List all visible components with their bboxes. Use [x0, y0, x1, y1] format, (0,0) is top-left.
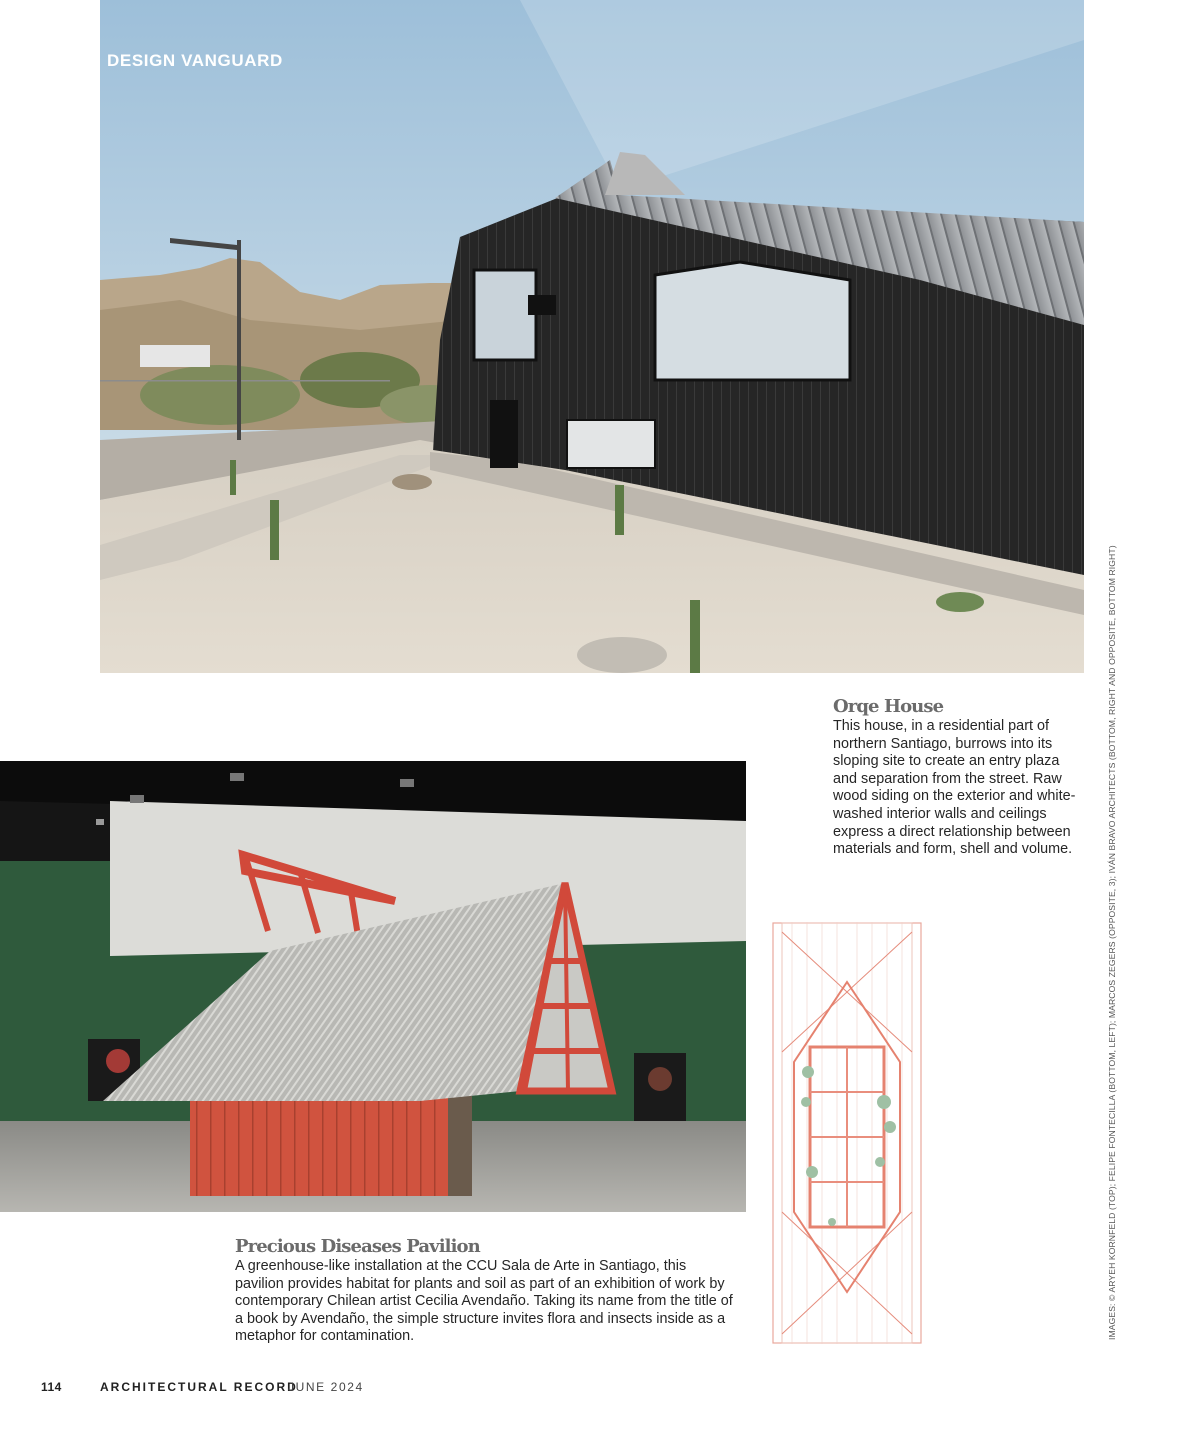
pavilion-plan-drawing: [772, 922, 922, 1344]
magazine-name: ARCHITECTURAL RECORD: [100, 1380, 298, 1394]
pavilion-title: Precious Diseases Pavilion: [235, 1236, 480, 1257]
plan-illustration: [772, 922, 922, 1344]
pavilion-illustration: [0, 761, 746, 1212]
orqe-house-title: Orqe House: [833, 696, 944, 717]
issue-date: JUNE 2024: [288, 1380, 364, 1394]
orqe-house-illustration: [100, 0, 1084, 673]
pavilion-body: A greenhouse-like installation at the CCU Sala de Arte in Santiago, this pavilion provides habitat for plants and soil as part of an exhibition of work by contemporary Chilean artist Cecilia Avendaño. Taking its name from the title of a book by Avendaño, the simple structure invites flora and insects inside as a metaphor for contamination.: [235, 1258, 733, 1345]
section-label: DESIGN VANGUARD: [107, 51, 283, 70]
orqe-house-photo: [100, 0, 1084, 673]
orqe-house-caption: [833, 696, 1083, 859]
orqe-house-body: This house, in a residential part of northern Santiago, burrows into its sloping site to create an entry plaza and separation from the street. Raw wood siding on the exterior and white-washed interior walls and ceilings express a direct relationship between materials and form, shell and volume.: [833, 718, 1076, 858]
pavilion-photo: [0, 761, 746, 1212]
image-credit: IMAGES: © ARYEH KORNFELD (TOP); FELIPE FONTECILLA (BOTTOM, LEFT); MARCOS ZEGERS (OPPOSITE, 3); IVÁN BRAVO ARCHITECTS (BOTTOM, RIGHT AND OPPOSITE, BOTTOM RIGHT): [1107, 545, 1117, 1340]
page-number: 114: [41, 1380, 62, 1394]
pavilion-caption: [235, 1236, 735, 1346]
